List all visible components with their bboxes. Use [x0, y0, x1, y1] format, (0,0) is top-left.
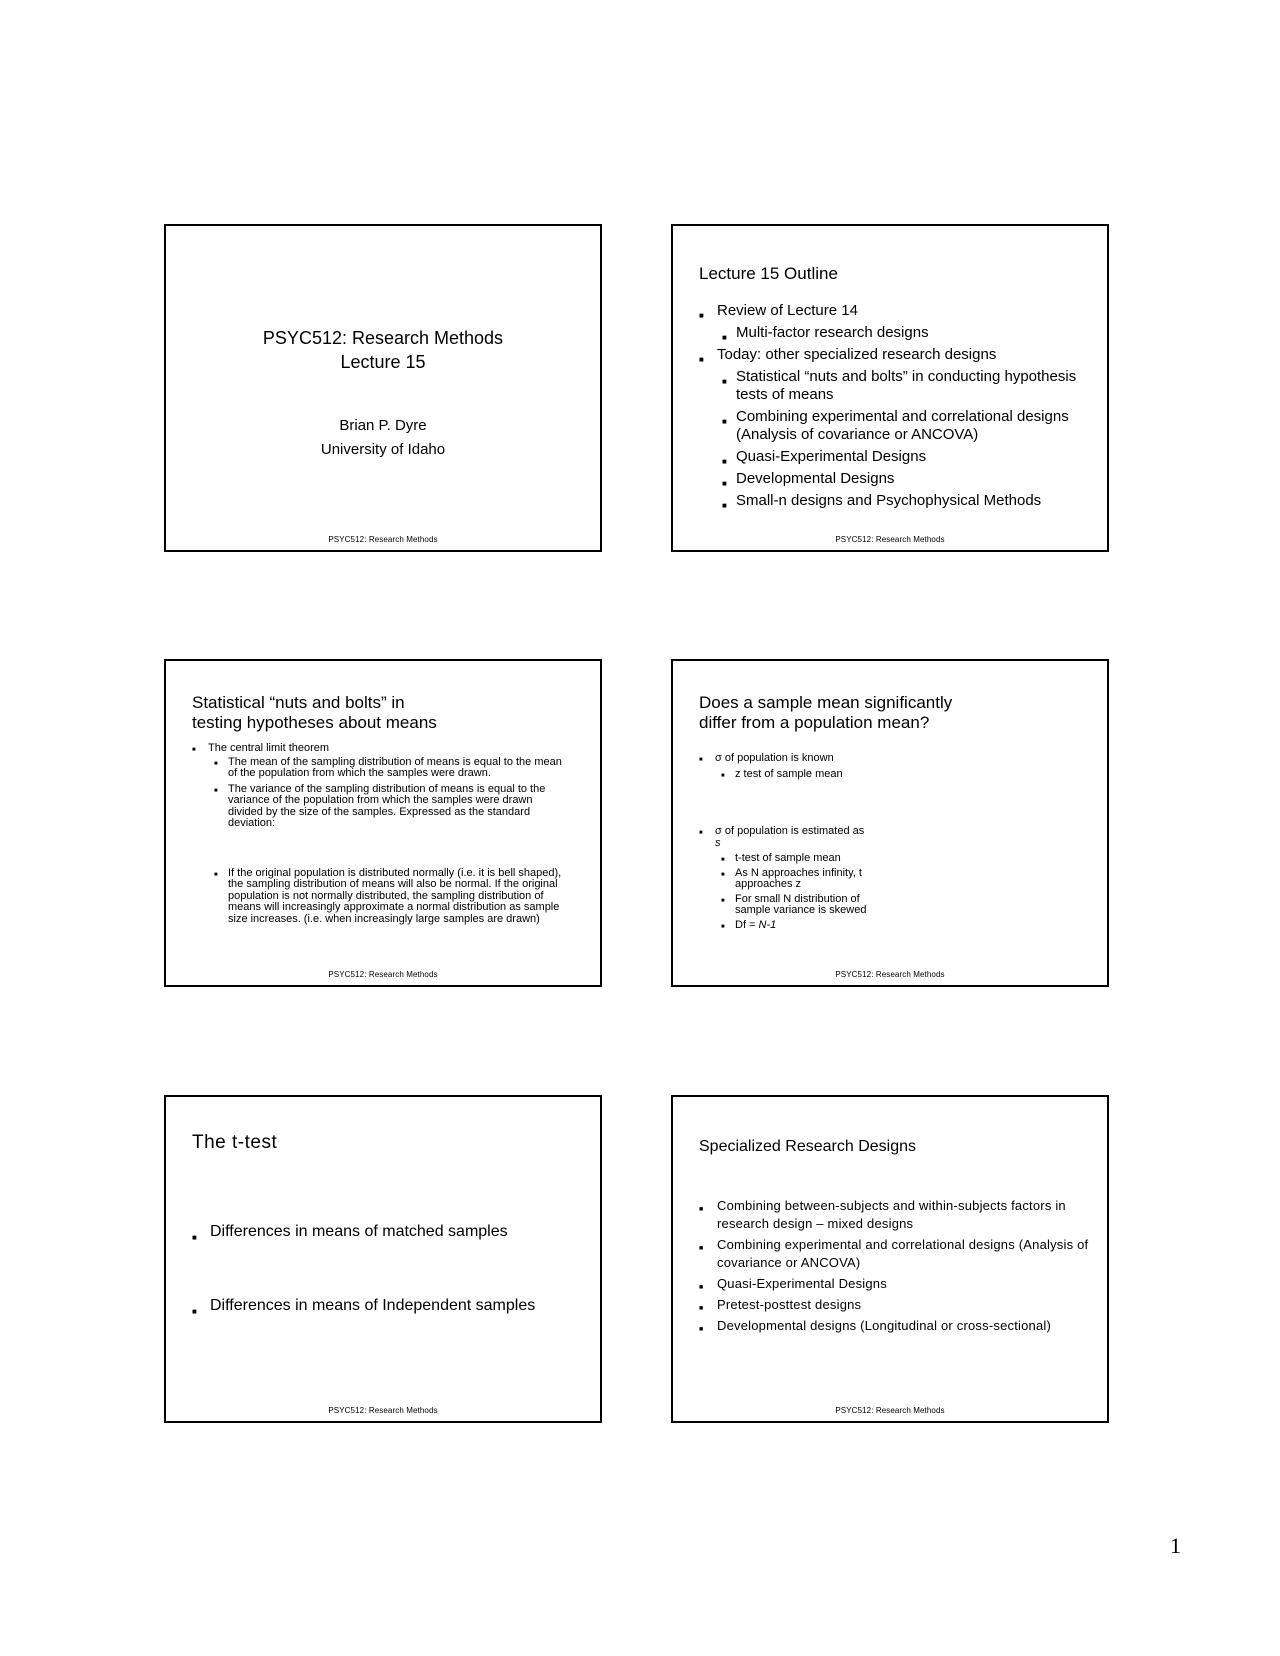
list-item: ■ The mean of the sampling distribution of means is equal to the mean of the population from which the samples were drawn.	[214, 755, 562, 779]
author-name: Brian P. Dyre	[339, 417, 427, 434]
list-item: ■ Statistical “nuts and bolts” in conducting hypothesis tests of means	[722, 368, 1077, 403]
slide-footer: PSYC512: Research Methods	[328, 970, 438, 979]
bullet-icon: ■	[214, 871, 218, 878]
slide-specialized-designs	[671, 1095, 1109, 1423]
bullet-icon: ■	[721, 871, 725, 878]
slide-title	[164, 224, 602, 552]
list-item: ■ For small N distribution of sample variance is skewed	[721, 892, 867, 916]
slide-t-test	[164, 1095, 602, 1423]
slide-title: The t-test	[192, 1132, 278, 1153]
bullet-icon: ■	[721, 857, 725, 863]
list-item: ■ Quasi-Experimental Designs	[699, 1275, 1093, 1293]
slide-footer: PSYC512: Research Methods	[328, 535, 438, 544]
list-item: ■ Small-n designs and Psychophysical Methods	[699, 492, 1089, 510]
bullet-icon: ■	[722, 333, 727, 342]
list-item: ■ Combining experimental and correlational designs (Analysis of covariance or ANCOVA)	[699, 1237, 1089, 1270]
slide1-heading	[166, 326, 600, 374]
bullet-icon: ■	[214, 760, 218, 767]
lecture-number: Lecture 15	[340, 352, 426, 372]
list-item: ■ Differences in means of matched samples	[192, 1222, 582, 1242]
bullet-icon: ■	[214, 787, 218, 794]
bullet-icon: ■	[722, 479, 727, 488]
list-item: ■ Differences in means of Independent samples	[192, 1296, 582, 1316]
bullet-icon: ■	[699, 1305, 704, 1312]
bullet-icon: ■	[699, 1245, 704, 1252]
bullet-icon: ■	[699, 1206, 704, 1213]
list-item: ■ Pretest-posttest designs	[699, 1296, 1093, 1314]
bullet-icon: ■	[722, 501, 727, 510]
slide-outline	[671, 224, 1109, 552]
slide-title: Lecture 15 Outline	[699, 264, 838, 283]
author-affiliation: University of Idaho	[320, 441, 446, 458]
slide-footer: PSYC512: Research Methods	[328, 1406, 438, 1415]
list-item: ■ z test of sample mean	[699, 769, 891, 781]
list-item: ■ The variance of the sampling distribution of means is equal to the variance of the population from which the samples were drawn divided by the size of the samples. Expressed as the standard deviation:	[214, 782, 546, 829]
slide-nuts-and-bolts	[164, 659, 602, 987]
slide-title: Does a sample mean significantly differ from a population mean?	[699, 693, 953, 732]
list-item: ■ σ of population is known	[699, 753, 891, 765]
slide-footer: PSYC512: Research Methods	[835, 970, 945, 979]
list-item: ■ As N approaches infinity, t approaches z	[721, 866, 862, 890]
bullet-icon: ■	[722, 377, 727, 386]
list-item: ■ σ of population is estimated as s	[699, 825, 865, 849]
bullet-icon: ■	[721, 897, 725, 904]
bullet-icon: ■	[192, 1307, 197, 1316]
list-item: ■ Combining between-subjects and within-subjects factors in research design – mixed designs	[699, 1198, 1066, 1231]
slide-title: Specialized Research Designs	[699, 1138, 916, 1155]
page-number: 1	[1170, 1533, 1181, 1558]
list-item: ■ Today: other specialized research designs	[699, 346, 1089, 364]
course-title: PSYC512: Research Methods	[262, 328, 504, 348]
bullet-icon: ■	[699, 1326, 704, 1333]
bullet-icon: ■	[699, 757, 703, 763]
s-symbol: s	[715, 836, 721, 849]
bullet-icon: ■	[192, 1233, 197, 1242]
list-item: ■ Developmental designs (Longitudinal or cross-sectional)	[699, 1317, 1093, 1335]
bullet-icon: ■	[699, 1284, 704, 1291]
list-item: ■ t-test of sample mean	[699, 853, 891, 865]
list-item: ■ Combining experimental and correlational designs (Analysis of covariance or ANCOVA)	[722, 408, 1069, 443]
bullet-icon: ■	[699, 311, 704, 320]
slide-footer: PSYC512: Research Methods	[835, 1406, 945, 1415]
list-item: ■ Df = N-1	[699, 920, 891, 932]
bullet-icon: ■	[192, 747, 196, 753]
t-test-list	[192, 1222, 582, 1370]
list-item: ■ Review of Lecture 14	[699, 302, 1089, 320]
slide-sample-mean	[671, 659, 1109, 987]
bullet-icon: ■	[721, 923, 725, 930]
bullet-icon: ■	[699, 355, 704, 364]
sample-mean-list	[699, 753, 891, 934]
list-item: ■ If the original population is distributed normally (i.e. it is bell shaped), the sampling distribution of means will also be normal. If the original population is not normally distributed, the sampling distribution of means will increasingly approximate a normal distribution as sample size increases. (i.e. when increasingly large samples are drawn)	[214, 866, 562, 925]
slide-footer: PSYC512: Research Methods	[835, 535, 945, 544]
bullet-icon: ■	[722, 457, 727, 466]
bullet-icon: ■	[722, 417, 727, 426]
designs-list	[699, 1197, 1093, 1338]
list-item: ■ Developmental Designs	[699, 470, 1089, 488]
slide-title: Statistical “nuts and bolts” in testing hypotheses about means	[192, 693, 437, 732]
bullet-icon: ■	[699, 830, 703, 836]
slide1-author-block	[166, 414, 600, 462]
list-item: ■ The central limit theorem	[192, 743, 562, 755]
nuts-list	[192, 743, 562, 929]
list-item: ■ Quasi-Experimental Designs	[699, 448, 1089, 466]
bullet-icon: ■	[721, 772, 725, 779]
list-item: ■ Multi-factor research designs	[699, 324, 1089, 342]
outline-list	[699, 302, 1089, 514]
n-minus-one: N-1	[758, 918, 777, 931]
